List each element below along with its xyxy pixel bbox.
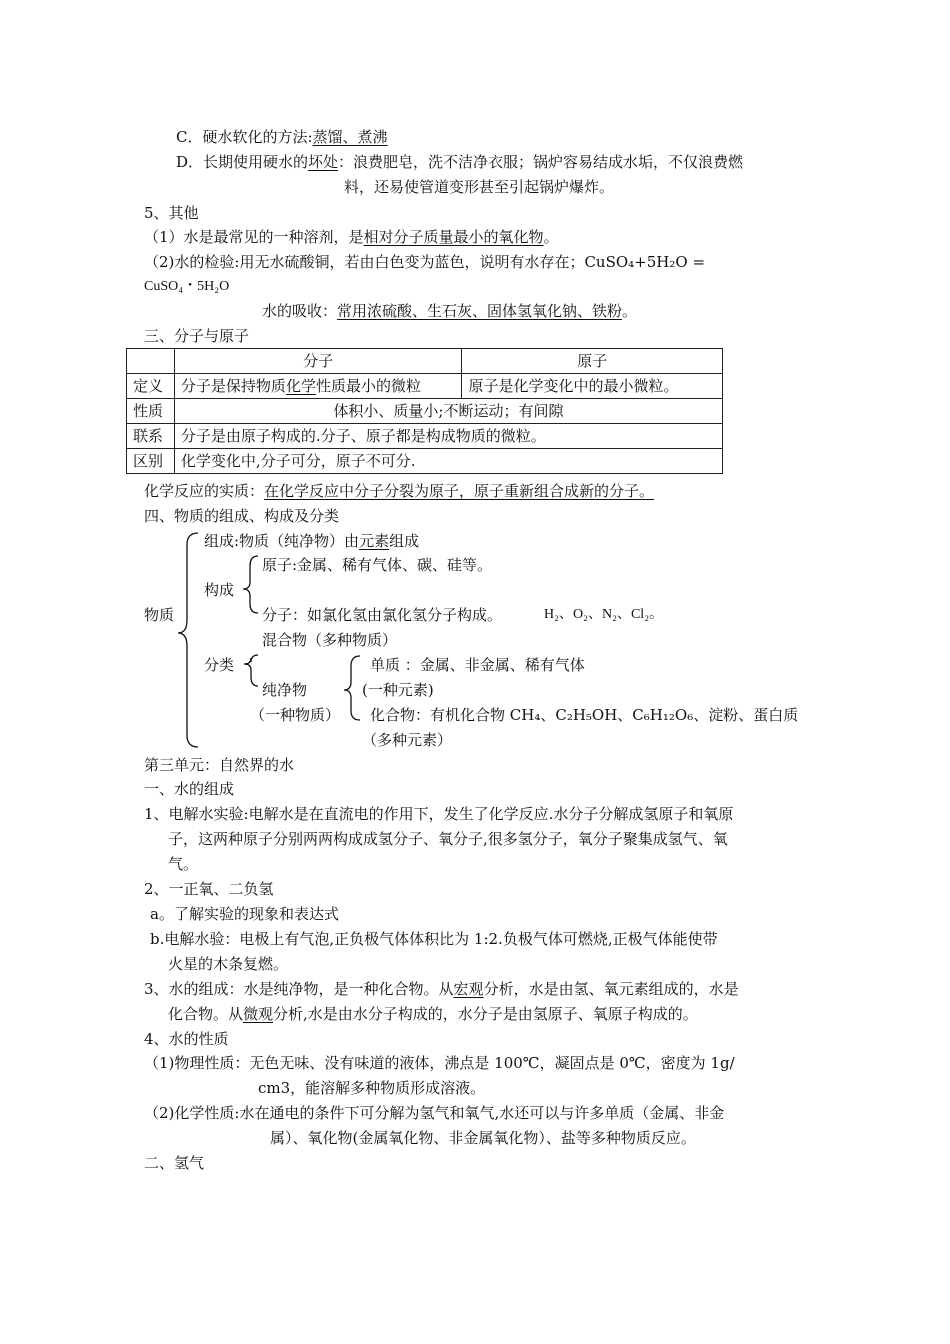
d-rest: ：浪费肥皂，洗不洁净衣服；锅炉容易结成水垢，不仅浪费燃	[338, 153, 744, 171]
w13-micro: 微观	[243, 1005, 274, 1023]
w13-a: 3、水的组成：水是纯净物，是一种化合物。从	[144, 980, 454, 998]
tree-fenlei: 分类	[204, 656, 235, 674]
section-4-title: 四、物质的组成、构成及分类	[144, 507, 340, 525]
brace-chunjing	[344, 656, 360, 720]
water-1-4-1-cont: cm3，能溶解多种物质形成溶液。	[258, 1079, 486, 1097]
section-3-title: 三、分子与原子	[144, 327, 250, 345]
table-header-cell: 分子	[174, 349, 462, 374]
w13-c: 化合物。从	[168, 1005, 244, 1023]
brace-fenlei	[244, 655, 258, 686]
zucheng-end: 组成	[389, 532, 420, 550]
brace-goucheng	[243, 556, 258, 613]
row-label: 区别	[127, 449, 175, 474]
table-cell: 化学变化中,分子可分，原子不可分.	[174, 449, 722, 474]
water-1-1-cont: 子，这两种原子分别两两构成成氢分子、氧分子,很多氢分子，氧分子聚集成氢气、氧	[168, 830, 728, 848]
water-1-1-cont2: 气。	[168, 855, 199, 873]
water-1-2b-cont: 火星的木条复燃。	[168, 955, 289, 973]
row-label: 性质	[127, 399, 175, 424]
w13-macro: 宏观	[453, 980, 484, 998]
water-1-title: 一、水的组成	[144, 780, 235, 798]
water-1-3-cont	[168, 1003, 698, 1025]
tree-fenzi: 分子：如氯化氢由氯化氢分子构成。	[262, 606, 503, 624]
absorb-underlined: 常用浓硫酸、生石灰、固体氢氧化钠、铁粉	[337, 302, 623, 320]
water-1-4: 4、水的性质	[144, 1030, 229, 1048]
tree-zucheng	[204, 530, 419, 552]
water-1-4-2: （2)化学性质:水在通电的条件下可分解为氢气和氧气,水还可以与许多单质（金属、非金	[144, 1104, 725, 1122]
hydrogen-title: 二、氢气	[144, 1154, 205, 1172]
tree-goucheng: 构成	[204, 581, 235, 599]
water-1-4-2-cont: 属）、氧化物(金属氧化物、非金属氧化物）、盐等多种物质反应。	[270, 1129, 696, 1147]
zucheng-prefix: 组成:物质（纯净物）由	[204, 532, 360, 550]
line-5-2: （2)水的检验:用无水硫酸铜，若由白色变为蓝色，说明有水存在；CuSO₄+5H₂O =	[144, 253, 706, 271]
table-cell: 体积小、质量小;不断运动；有间隙	[174, 399, 722, 424]
row-label: 联系	[127, 424, 175, 449]
section-5-title: 5、其他	[144, 204, 199, 222]
w13-d: 分析,水是由水分子构成的，水分子是由氢原子、氧原子构成的。	[273, 1005, 698, 1023]
water-1-1: 1、电解水实验:电解水是在直流电的作用下，发生了化学反应.水分子分解成氢原子和氧原	[144, 805, 734, 823]
tree-fenzi-formula: H₂、O₂、N₂、Cl₂。	[544, 607, 664, 622]
row-label: 定义	[127, 374, 175, 399]
def-mol-underlined: 化学	[285, 377, 316, 395]
w13-b: 分析，水是由氢、氧元素组成的，水是	[483, 980, 739, 998]
s5-1-underlined: 相对分子质量最小的氧化物	[363, 228, 544, 246]
absorb-prefix: 水的吸收：	[262, 302, 338, 320]
react-prefix: 化学反应的实质：	[144, 482, 265, 500]
tree-wuzhi: 物质	[144, 606, 175, 624]
d-prefix: D．长期使用硬水的	[176, 153, 309, 171]
tree-hunhe: 混合物（多种物质）	[262, 631, 398, 649]
react-underlined: 在化学反应中分子分裂为原子，原子重新组合成新的分子。	[264, 482, 655, 500]
brace-main	[178, 533, 198, 747]
c-prefix: C．硬水软化的方法:	[176, 128, 313, 146]
zucheng-underlined: 元素	[359, 532, 390, 550]
water-1-4-1: （1)物理性质：无色无味、没有味道的液体，沸点是 100℃，凝固点是 0℃，密度为 1g/	[144, 1054, 735, 1072]
water-1-3	[144, 978, 739, 1000]
line-d-cont: 料，还易使管道变形甚至引起锅炉爆炸。	[344, 178, 615, 196]
table-cell: 原子是化学变化中的最小微粒。	[462, 374, 723, 399]
s5-1-end: 。	[543, 228, 559, 246]
tree-yizhong-wuzhi: （一种物质）	[250, 706, 341, 724]
tree-chunjing: 纯净物	[262, 681, 308, 699]
tree-yizhong-yuansu: (一种元素)	[362, 681, 434, 699]
tree-huahewu: 化合物：有机化合物 CH₄、C₂H₅OH、C₆H₁₂O₆、淀粉、蛋白质	[370, 706, 799, 724]
unit-3-title: 第三单元：自然界的水	[144, 756, 295, 774]
tree-duozhong: （多种元素）	[362, 731, 453, 749]
def-mol-end: 性质最小的微粒	[315, 377, 421, 395]
d-underlined: 坏处	[308, 153, 339, 171]
table-cell: 分子是由原子构成的.分子、原子都是构成物质的微粒。	[174, 424, 722, 449]
water-1-2b: b.电解水验：电极上有气泡,正负极气体体积比为 1:2.负极气体可燃烧,正极气体能使带	[150, 930, 718, 948]
s5-1-prefix: （1）水是最常见的一种溶剂，是	[144, 228, 364, 246]
water-1-2a: a。了解实验的现象和表达式	[150, 905, 339, 923]
c-underlined: 蒸馏、煮沸	[312, 128, 388, 146]
def-mol-prefix: 分子是保持物质	[180, 377, 286, 395]
absorb-end: 。	[622, 302, 638, 320]
table-header-cell: 原子	[462, 349, 723, 374]
tree-yuanzi: 原子:金属、稀有气体、碳、硅等。	[262, 556, 493, 574]
water-1-2: 2、一正氧、二负氢	[144, 880, 274, 898]
line-5-2-cont: CuSO₄・5H₂O	[144, 279, 230, 294]
tree-danzhi: 单质 ：金属、非金属、稀有气体	[370, 656, 585, 674]
